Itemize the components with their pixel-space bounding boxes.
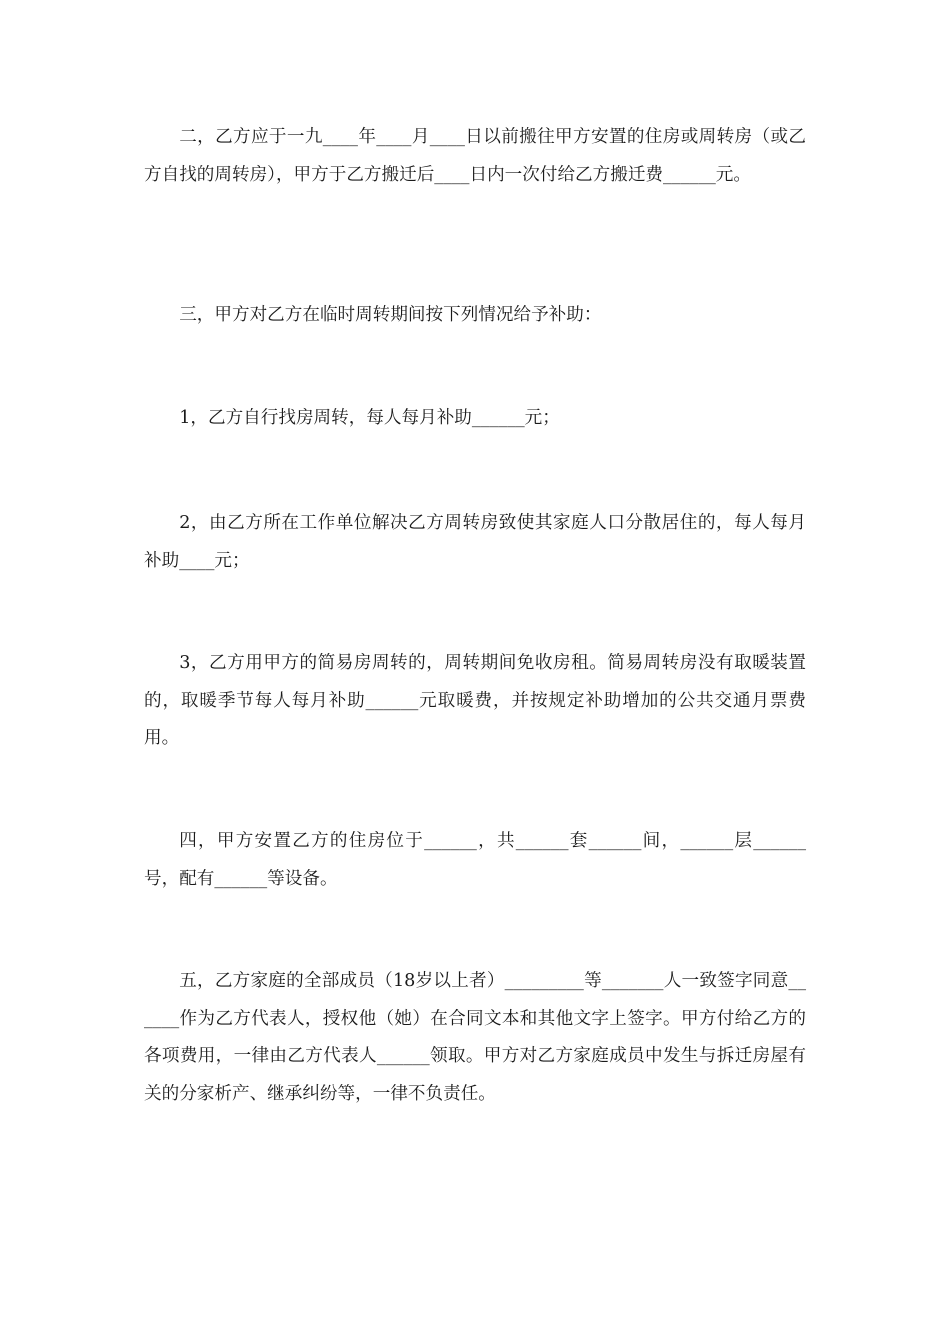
clause-3-item-1: 1，乙方自行找房周转，每人每月补助______元；: [179, 408, 560, 428]
clause-3-item-2: 2，由乙方所在工作单位解决乙方周转房致使其家庭人口分散居住的，每人每月补助____元；: [144, 513, 806, 571]
clause-4-housing-location: 四，甲方安置乙方的住房位于______，共______套______间，______层______号，配有______等设备。: [144, 831, 806, 889]
clause-2-relocation-deadline: 二，乙方应于一九____年____月____日以前搬往甲方安置的住房或周转房（或乙方自找的周转房），甲方于乙方搬迁后____日内一次付给乙方搬迁费______元。: [144, 127, 806, 185]
clause-5-family-representative: 五，乙方家庭的全部成员（18岁以上者）_________等_______人一致签字同意______作为乙方代表人，授权他（她）在合同文本和其他文字上签字。甲方付给乙方的各项费用，一律由乙方代表人______领取。甲方对乙方家庭成员中发生与拆迁房屋有关的分家析产、继承纠纷等，一律不负责任。: [144, 971, 806, 1104]
clause-3-item-3: 3，乙方用甲方的简易房周转的，周转期间免收房租。简易周转房没有取暖装置的，取暖季节每人每月补助______元取暖费，并按规定补助增加的公共交通月票费用。: [144, 653, 806, 748]
clause-3-subsidy-heading: 三，甲方对乙方在临时周转期间按下列情况给予补助：: [179, 305, 602, 325]
